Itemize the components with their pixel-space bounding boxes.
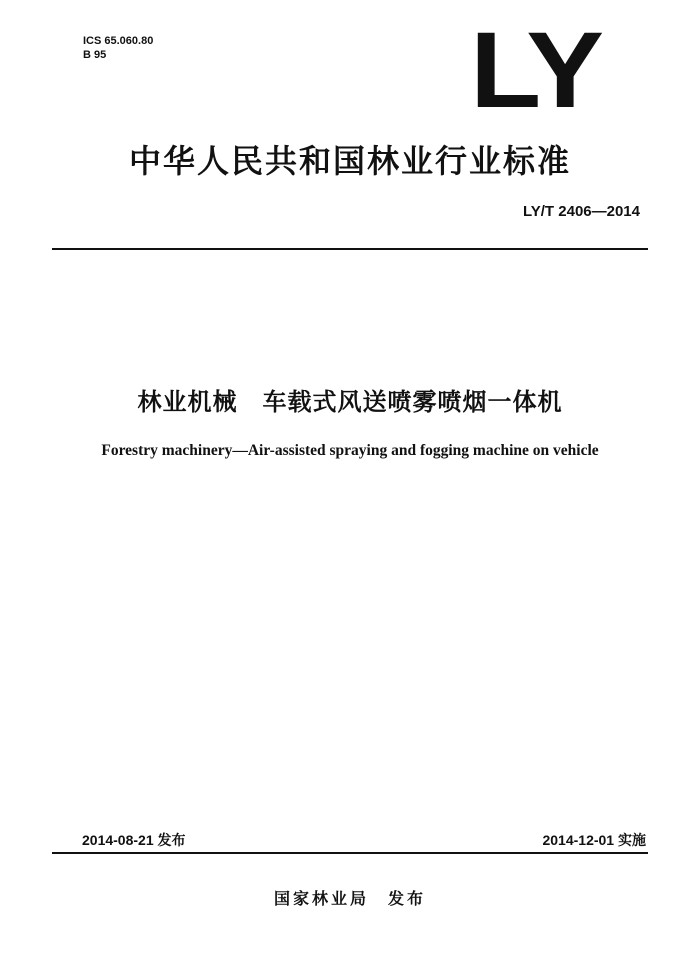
english-title: Forestry machinery—Air-assisted spraying and fogging machine on vehicle <box>101 442 599 459</box>
bottom-divider <box>52 852 648 854</box>
chinese-title: 林业机械 车载式风送喷雾喷烟一体机 <box>137 388 563 416</box>
standard-code: LY/T 2406—2014 <box>522 203 640 220</box>
ccs-code: B 95 <box>83 49 107 61</box>
classification-codes <box>83 34 153 62</box>
implementation-date: 2014-12-01 实施 <box>542 832 646 848</box>
standard-title: 中华人民共和国林业行业标准 <box>128 142 571 180</box>
issue-date: 2014-08-21 发布 <box>82 832 186 848</box>
ics-code: ICS 65.060.80 <box>83 35 154 47</box>
ly-logo: LY <box>470 9 600 130</box>
top-divider <box>52 248 648 250</box>
issuing-authority: 国家林业局 发布 <box>273 889 426 908</box>
